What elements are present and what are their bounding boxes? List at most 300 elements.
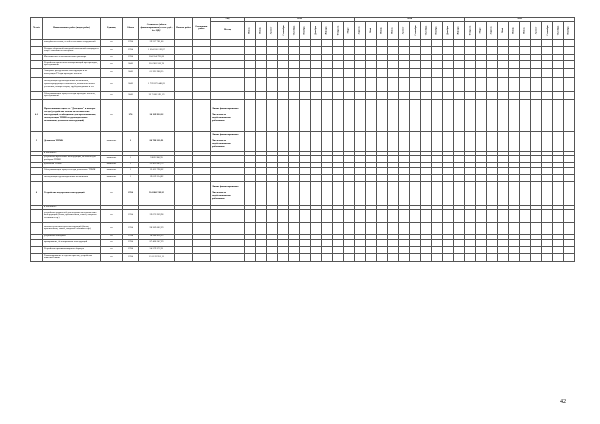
row-cost: 23 7 881 591,19	[139, 91, 175, 99]
month-cell	[564, 174, 575, 181]
month-header	[344, 21, 355, 39]
month-cell	[531, 131, 542, 151]
row-name: армирование, бетонирование конструкций	[43, 239, 101, 246]
month-cell	[256, 60, 267, 68]
month-cell	[454, 91, 465, 99]
month-cell	[432, 39, 443, 46]
month-cell	[553, 167, 564, 174]
month-cell	[520, 131, 531, 151]
month-cell	[333, 68, 344, 77]
month-label: Февраль	[336, 25, 340, 36]
month-cell	[454, 209, 465, 222]
month-cell	[377, 60, 388, 68]
month-label: Сентябрь	[413, 25, 417, 36]
month-cell	[333, 131, 344, 151]
month-header	[520, 21, 531, 39]
month-cell	[399, 174, 410, 181]
row-name: эксплуатация грузоподъемных механизмов	[43, 174, 101, 181]
month-cell	[476, 131, 487, 151]
month-cell	[289, 91, 300, 99]
month-cell	[465, 68, 476, 77]
month-cell	[531, 60, 542, 68]
month-cell	[498, 209, 509, 222]
month-cell	[300, 174, 311, 181]
row-name: в том числе:	[43, 151, 101, 155]
month-cell	[256, 131, 267, 151]
month-cell	[465, 91, 476, 99]
month-cell	[498, 222, 509, 234]
row-volume: 2784	[123, 253, 139, 261]
month-cell	[377, 131, 388, 151]
month-label: Август	[269, 26, 273, 35]
month-cell	[289, 253, 300, 261]
row-num	[31, 77, 43, 91]
month-label-header: Месяц	[211, 21, 245, 39]
row-volume: 5842	[123, 91, 139, 99]
month-cell	[267, 181, 278, 205]
month-cell	[509, 60, 520, 68]
month-cell	[322, 239, 333, 246]
month-cell	[465, 99, 476, 131]
month-cell	[454, 155, 465, 162]
month-cell	[465, 239, 476, 246]
month-cell	[245, 209, 256, 222]
month-cell	[289, 167, 300, 174]
row-unit: тн	[101, 253, 123, 261]
month-cell	[245, 46, 256, 54]
month-cell	[388, 131, 399, 151]
col-num-header: № п/п	[31, 18, 43, 40]
month-cell	[520, 222, 531, 234]
month-cell	[388, 222, 399, 234]
month-header	[487, 21, 498, 39]
month-cell	[267, 60, 278, 68]
month-cell	[399, 46, 410, 54]
month-cell	[553, 77, 564, 91]
month-cell	[520, 68, 531, 77]
month-cell	[344, 60, 355, 68]
row-volume: 1	[123, 174, 139, 181]
month-cell	[465, 131, 476, 151]
month-cell	[377, 99, 388, 131]
month-cell	[366, 167, 377, 174]
row-volume: 1	[123, 162, 139, 167]
month-cell	[388, 209, 399, 222]
month-cell	[245, 77, 256, 91]
month-cell	[509, 167, 520, 174]
month-cell	[487, 181, 498, 205]
month-header	[366, 21, 377, 39]
month-cell	[542, 99, 553, 131]
month-label: Июль	[390, 27, 394, 34]
row-num: 6	[31, 181, 43, 205]
month-cell	[465, 253, 476, 261]
month-header	[311, 21, 322, 39]
month-cell	[388, 253, 399, 261]
row-cost: 61 391 988,35	[139, 68, 175, 77]
month-cell	[366, 39, 377, 46]
col-name-header: Наименование работ (виды работ)	[43, 18, 101, 40]
month-cell	[256, 246, 267, 253]
row-name: эксплуатация грузоподъемных механизмов, транспортирующего комплекса, вспомогательных установок, компрессоров, трубоукладчиков и т.п.	[43, 77, 101, 91]
month-cell	[410, 253, 421, 261]
month-cell	[564, 222, 575, 234]
month-cell	[322, 181, 333, 205]
month-header	[300, 21, 311, 39]
row-name: Демонтаж ТПМК	[43, 131, 101, 151]
row-note	[211, 46, 245, 54]
month-cell	[245, 99, 256, 131]
month-cell	[465, 181, 476, 205]
month-cell	[476, 68, 487, 77]
row-start	[175, 253, 193, 261]
row-name: устройство подмостей для монтажа металлических конструкций (балок, кронштейнов, тяжей, опорных столиков и пр.)	[43, 209, 101, 222]
month-cell	[289, 246, 300, 253]
month-cell	[520, 174, 531, 181]
month-cell	[432, 222, 443, 234]
month-cell	[278, 155, 289, 162]
month-cell	[267, 239, 278, 246]
row-volume: 2784	[123, 222, 139, 234]
row-end	[193, 209, 211, 222]
month-cell	[432, 209, 443, 222]
month-cell	[432, 174, 443, 181]
month-cell	[344, 239, 355, 246]
month-cell	[344, 91, 355, 99]
month-cell	[289, 60, 300, 68]
month-cell	[498, 91, 509, 99]
month-cell	[487, 46, 498, 54]
month-cell	[377, 68, 388, 77]
month-cell	[465, 246, 476, 253]
row-cost: 210 902 526,70	[139, 60, 175, 68]
table-row	[31, 99, 575, 131]
month-cell	[465, 155, 476, 162]
month-cell	[300, 167, 311, 174]
row-start	[175, 99, 193, 131]
row-name: в том числе:	[43, 205, 101, 209]
month-cell	[465, 209, 476, 222]
month-cell	[476, 39, 487, 46]
month-cell	[388, 91, 399, 99]
month-cell	[300, 222, 311, 234]
month-cell	[355, 181, 366, 205]
month-cell	[498, 253, 509, 261]
month-cell	[278, 239, 289, 246]
month-cell	[377, 77, 388, 91]
month-cell	[245, 174, 256, 181]
month-cell	[278, 39, 289, 46]
row-unit: тн	[101, 91, 123, 99]
month-cell	[344, 77, 355, 91]
month-cell	[531, 68, 542, 77]
month-cell	[399, 209, 410, 222]
month-cell	[311, 167, 322, 174]
month-cell	[300, 68, 311, 77]
month-cell	[366, 174, 377, 181]
month-cell	[410, 91, 421, 99]
month-label: Январь	[456, 26, 460, 35]
month-cell	[443, 46, 454, 54]
row-name: опалубки кессонов, сетей и наземных сооружений	[43, 39, 101, 46]
month-label: Октябрь	[556, 25, 560, 36]
month-cell	[366, 155, 377, 162]
month-cell	[311, 181, 322, 205]
table-body	[31, 39, 575, 261]
month-cell	[355, 68, 366, 77]
month-header	[256, 21, 267, 39]
month-cell	[311, 222, 322, 234]
row-end	[193, 91, 211, 99]
month-header	[443, 21, 454, 39]
row-volume: 2784	[123, 246, 139, 253]
row-cost: 564 554 795,60	[139, 54, 175, 60]
month-cell	[333, 253, 344, 261]
month-cell	[520, 239, 531, 246]
month-cell	[377, 246, 388, 253]
month-cell	[443, 174, 454, 181]
month-cell	[509, 39, 520, 46]
month-cell	[399, 77, 410, 91]
month-cell	[311, 39, 322, 46]
month-label: Декабрь	[446, 25, 450, 35]
month-cell	[531, 222, 542, 234]
month-cell	[454, 222, 465, 234]
row-volume: 1	[123, 155, 139, 162]
month-cell	[311, 209, 322, 222]
month-cell	[432, 253, 443, 261]
month-cell	[300, 181, 311, 205]
row-note	[211, 253, 245, 261]
month-header	[289, 21, 300, 39]
table-row	[31, 77, 575, 91]
month-cell	[476, 99, 487, 131]
month-cell	[278, 174, 289, 181]
month-cell	[245, 60, 256, 68]
row-start	[175, 239, 193, 246]
row-cost: 9 869 380,95	[139, 155, 175, 162]
table-row	[31, 60, 575, 68]
row-num: 5	[31, 131, 43, 151]
month-cell	[322, 222, 333, 234]
month-cell	[454, 77, 465, 91]
month-cell	[355, 60, 366, 68]
month-header	[322, 21, 333, 39]
row-volume: 5842	[123, 68, 139, 77]
month-cell	[278, 60, 289, 68]
month-cell	[421, 39, 432, 46]
month-cell	[509, 181, 520, 205]
month-cell	[388, 174, 399, 181]
row-name: Укладка сборочной анкерной монтажной площадки и опор с плитами на материале	[44, 46, 99, 53]
month-cell	[531, 46, 542, 54]
row-name: устройство опалубки	[43, 234, 101, 239]
row-unit: тн	[101, 39, 123, 46]
row-name: Анкерные разгрузочные конструкции и их интеграция ТЗ при проходке тоннеля	[43, 68, 101, 77]
month-cell	[399, 68, 410, 77]
month-cell	[443, 131, 454, 151]
month-cell	[531, 239, 542, 246]
month-header	[388, 21, 399, 39]
month-cell	[531, 167, 542, 174]
month-cell	[256, 77, 267, 91]
month-label: Июнь	[379, 27, 383, 34]
month-cell	[410, 174, 421, 181]
month-cell	[311, 68, 322, 77]
row-end	[193, 60, 211, 68]
month-cell	[520, 77, 531, 91]
row-unit: тн	[101, 99, 123, 131]
table-row	[31, 181, 575, 205]
row-num	[31, 46, 43, 54]
month-cell	[377, 167, 388, 174]
month-cell	[421, 222, 432, 234]
month-cell	[311, 174, 322, 181]
month-cell	[256, 239, 267, 246]
month-cell	[509, 209, 520, 222]
month-cell	[399, 253, 410, 261]
month-label: Май	[500, 27, 504, 33]
month-cell	[377, 209, 388, 222]
month-cell	[542, 167, 553, 174]
month-cell	[322, 253, 333, 261]
month-cell	[421, 91, 432, 99]
month-cell	[476, 239, 487, 246]
month-cell	[377, 222, 388, 234]
month-cell	[388, 46, 399, 54]
month-cell	[454, 174, 465, 181]
row-name: Изготовление технологического раствора	[43, 54, 101, 60]
row-unit: тн	[101, 181, 123, 205]
month-cell	[487, 209, 498, 222]
month-label: Август	[401, 26, 405, 35]
month-cell	[531, 174, 542, 181]
month-header	[245, 21, 256, 39]
month-cell	[267, 209, 278, 222]
month-cell	[344, 167, 355, 174]
month-cell	[278, 181, 289, 205]
month-cell	[355, 99, 366, 131]
month-cell	[564, 46, 575, 54]
month-cell	[300, 131, 311, 151]
month-cell	[267, 174, 278, 181]
month-cell	[311, 91, 322, 99]
month-cell	[443, 77, 454, 91]
row-name: Обслуживающие процессы при демонтаже ТПМК	[43, 167, 101, 174]
row-unit: тн	[101, 234, 123, 239]
month-cell	[245, 253, 256, 261]
month-cell	[421, 174, 432, 181]
row-cost: 87 460 347,29	[139, 239, 175, 246]
month-cell	[267, 39, 278, 46]
month-cell	[322, 209, 333, 222]
row-unit: тн	[101, 239, 123, 246]
month-cell	[410, 99, 421, 131]
month-cell	[542, 209, 553, 222]
month-cell	[410, 131, 421, 151]
month-cell	[564, 99, 575, 131]
row-name: устройство временных конструкций, металлов для разборки ТПМК	[43, 155, 101, 162]
month-cell	[355, 174, 366, 181]
month-cell	[509, 174, 520, 181]
month-cell	[322, 39, 333, 46]
row-end	[193, 131, 211, 151]
row-end	[193, 77, 211, 91]
row-name: Обслуживающие процессы при проходке тоннеля, простукивание	[43, 91, 101, 99]
month-cell	[256, 39, 267, 46]
month-cell	[388, 155, 399, 162]
month-cell	[366, 246, 377, 253]
month-cell	[421, 77, 432, 91]
month-cell	[553, 174, 564, 181]
month-cell	[564, 253, 575, 261]
month-cell	[509, 131, 520, 151]
month-cell	[355, 131, 366, 151]
month-cell	[333, 209, 344, 222]
month-cell	[377, 181, 388, 205]
month-cell	[399, 167, 410, 174]
row-start	[175, 39, 193, 46]
row-start	[175, 46, 193, 54]
month-cell	[399, 91, 410, 99]
row-start	[175, 68, 193, 77]
month-cell	[454, 99, 465, 131]
month-cell	[344, 131, 355, 151]
month-cell	[476, 253, 487, 261]
month-cell	[465, 167, 476, 174]
month-cell	[498, 131, 509, 151]
month-cell	[432, 99, 443, 131]
row-unit: комплект	[101, 155, 123, 162]
row-name: Тампонирование и отделка проема, устройство ливневой ниши	[43, 253, 101, 261]
month-cell	[289, 155, 300, 162]
month-cell	[267, 68, 278, 77]
month-cell	[542, 174, 553, 181]
month-cell	[520, 39, 531, 46]
month-cell	[542, 77, 553, 91]
month-cell	[531, 77, 542, 91]
month-label: Март	[346, 27, 350, 34]
table-row	[31, 68, 575, 77]
month-cell	[487, 239, 498, 246]
month-cell	[333, 60, 344, 68]
row-note	[211, 174, 245, 181]
month-cell	[355, 209, 366, 222]
row-cost: 18 980 856,25	[139, 234, 175, 239]
month-cell	[311, 99, 322, 131]
month-header	[498, 21, 509, 39]
month-cell	[487, 222, 498, 234]
month-cell	[355, 222, 366, 234]
month-cell	[278, 222, 289, 234]
row-volume: 2784	[123, 39, 139, 46]
row-unit: комплект	[101, 167, 123, 174]
month-cell	[465, 60, 476, 68]
row-name: Устройство противопожарного барьера	[43, 246, 101, 253]
month-cell	[476, 60, 487, 68]
month-cell	[542, 39, 553, 46]
month-cell	[289, 209, 300, 222]
row-cost: 26 139 922,22	[139, 99, 175, 131]
row-note	[211, 77, 245, 91]
row-num	[31, 174, 43, 181]
month-cell	[399, 222, 410, 234]
month-cell	[344, 209, 355, 222]
month-cell	[553, 246, 564, 253]
month-cell	[421, 181, 432, 205]
month-cell	[410, 167, 421, 174]
month-cell	[366, 209, 377, 222]
